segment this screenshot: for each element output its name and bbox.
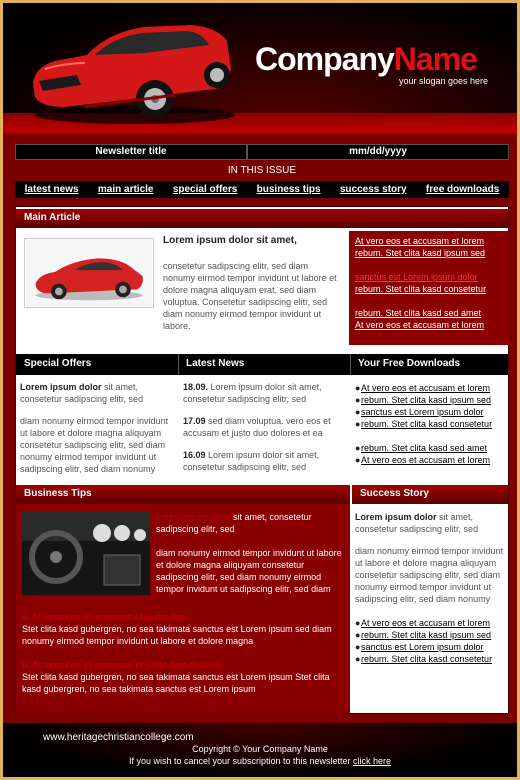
tip-2-title: b. At vero eos et accusam et justo duo dolores — [22, 660, 222, 670]
list-item: ●rebum. Stet clita kasd consetetur — [355, 419, 493, 429]
unsubscribe-link[interactable]: click here — [353, 756, 392, 766]
tip-1-title: a. At vero eos et accusam et justo duo — [22, 612, 186, 622]
list-item: ●sanctus est Lorem ipsum dolor — [355, 642, 484, 652]
success-story-section — [355, 511, 507, 665]
divider — [350, 354, 351, 375]
nav-free-downloads[interactable]: free downloads — [425, 184, 500, 195]
business-tips-body: diam nonumy eirmod tempor invidunt ut labore et dolore magna aliquyam consetetur sadipscing elitr, sed diam nonumy eirmod tempor invidunt ut sadipscing elitr, sed diam — [156, 548, 342, 594]
download-link-5[interactable]: rebum. Stet clita kasd sed amet — [361, 443, 488, 453]
list-item: ●sanctus est Lorem ipsum dolor — [355, 407, 484, 417]
content-panel — [15, 206, 509, 714]
success-story-links — [355, 617, 507, 665]
list-item: ●At vero eos et accusam et lorem — [355, 618, 491, 628]
divider — [178, 354, 179, 375]
news-item-2 — [183, 415, 345, 439]
news-text-3: Lorem ipsum dolor sit amet, consetetur sadipscing elitr, sed — [183, 450, 320, 472]
nav-success-story[interactable]: success story — [339, 184, 407, 195]
newsletter-date: mm/dd/yyyy — [247, 144, 509, 160]
success-story-body: diam nonumy eirmod tempor invidunt ut labore et dolore magna aliquyam consetetur sadipscing elitr, sed diam nonumy eirmod tempor invidunt ut sadipscing elitr, sed diam nonumy — [355, 546, 504, 604]
business-tips-heading: Business Tips — [16, 485, 350, 504]
list-item: ●rebum. Stet clita kasd sed amet — [355, 443, 488, 453]
business-tips-lead — [156, 511, 344, 535]
footer-website: www.heritagechristiancollege.com — [43, 732, 194, 743]
news-text-1: Lorem ipsum dolor sit amet, consetetur sadipscing elitr, sed — [183, 382, 322, 404]
download-link-6[interactable]: At vero eos et accusam et lorem — [361, 455, 491, 465]
news-date-2: 17.09 — [183, 416, 206, 426]
main-article-body: consetetur sadipscing elitr, sed diam nonumy eirmod tempor invidunt ut labore et dolore magna aliquyam erat, sed diam voluptua. Consetetur sadipscing elitr, sed diam nonumy eirmod tempor invidunt ut labore. — [163, 261, 337, 331]
footer-unsubscribe — [3, 756, 517, 766]
main-article-heading: Main Article — [16, 209, 508, 228]
business-tips-lead-rest: sit amet, consetetur sadipscing elitr, sed — [156, 512, 312, 534]
news-item-3 — [183, 449, 345, 473]
brand-name: Name — [393, 41, 477, 77]
list-item: ●rebum. Stet clita kasd consetetur — [355, 654, 493, 664]
nav-business-tips[interactable]: business tips — [256, 184, 321, 195]
story-link-2[interactable]: rebum. Stet clita kasd ipsum sed — [361, 630, 492, 640]
news-date-3: 16.09 — [183, 450, 206, 460]
special-offers-body: diam nonumy eirmod tempor invidunt ut labore et dolore magna aliquyam consetetur sadipscing elitr, sed diam nonumy eirmod tempor invidunt ut sadipscing elitr, sed diam nonumy — [20, 416, 169, 474]
list-item: ●rebum. Stet clita kasd ipsum sed — [355, 395, 492, 405]
special-offers-lead: Lorem ipsum dolor — [20, 382, 102, 392]
nav-main-article[interactable]: main article — [97, 184, 154, 195]
story-link-1[interactable]: At vero eos et accusam et lorem — [361, 618, 491, 628]
special-offers-section — [20, 381, 176, 475]
footer — [3, 723, 517, 780]
free-downloads-list — [355, 382, 509, 466]
red-sports-car-image — [25, 11, 235, 129]
news-item-1 — [183, 381, 345, 405]
row2-header-bar — [16, 354, 508, 375]
story-link-3[interactable]: sanctus est Lorem ipsum dolor — [361, 642, 484, 652]
latest-news-section — [183, 381, 345, 473]
news-date-1: 18.09. — [183, 382, 209, 392]
sidebar-link-3[interactable]: sanctus est Lorem ipsum dolor — [355, 272, 478, 282]
footer-copyright: Copyright © Your Company Name — [192, 744, 328, 754]
main-article-title: Lorem ipsum dolor sit amet, — [163, 235, 297, 246]
nav-special-offers[interactable]: special offers — [172, 184, 238, 195]
free-downloads-heading: Your Free Downloads — [358, 358, 461, 369]
news-text-2: sed diam voluptua. vero eos et accusam et justo duo dolores et ea — [183, 416, 331, 438]
brand-company: Company — [255, 41, 394, 77]
success-story-heading: Success Story — [352, 485, 508, 504]
header — [3, 3, 517, 133]
list-item: ●rebum. Stet clita kasd ipsum sed — [355, 630, 492, 640]
business-tips-section — [16, 485, 350, 713]
download-link-2[interactable]: rebum. Stet clita kasd ipsum sed — [361, 395, 492, 405]
car-photo — [24, 238, 154, 308]
list-item: ●At vero eos et accusam et lorem — [355, 455, 491, 465]
unsubscribe-text: If you wish to cancel your subscription to this newsletter — [128, 756, 354, 766]
list-item: ●At vero eos et accusam et lorem — [355, 383, 491, 393]
slogan: your slogan goes here — [399, 76, 489, 86]
tip-2-body: Stet clita kasd gubergren, no sea takimata sanctus est Lorem ipsum Stet clita kasd gubergren, no sea takimata sanctus est Lorem ipsum — [22, 672, 330, 694]
download-link-4[interactable]: rebum. Stet clita kasd consetetur — [361, 419, 493, 429]
issue-nav — [15, 181, 509, 198]
brand-wordmark — [255, 41, 477, 78]
sidebar-link-4[interactable]: rebum. Stet clita kasd consetetur — [355, 284, 487, 294]
newsletter-title: Newsletter title — [15, 144, 247, 160]
in-this-issue-label: IN THIS ISSUE — [227, 165, 297, 176]
sidebar-link-1[interactable]: At vero eos et accusam et lorem — [355, 236, 485, 246]
business-tips-lead-red: Lorem ipsum dolor — [156, 512, 231, 522]
latest-news-heading: Latest News — [186, 358, 245, 369]
sidebar-link-6[interactable]: At vero eos et accusam et lorem — [355, 320, 485, 330]
success-story-lead: Lorem ipsum dolor — [355, 512, 437, 522]
special-offers-heading: Special Offers — [24, 358, 92, 369]
download-link-1[interactable]: At vero eos et accusam et lorem — [361, 383, 491, 393]
story-link-4[interactable]: rebum. Stet clita kasd consetetur — [361, 654, 493, 664]
success-story-lead-rest: sit amet, consetetur sadipscing elitr, sed — [355, 512, 479, 534]
main-article-sidebar — [349, 231, 509, 345]
nav-latest-news[interactable]: latest news — [24, 184, 79, 195]
download-link-3[interactable]: sanctus est Lorem ipsum dolor — [361, 407, 484, 417]
special-offers-lead-rest: sit amet, consetetur sadipscing elitr, sed — [20, 382, 144, 404]
tip-1-body: Stet clita kasd gubergren, no sea takimata sanctus est Lorem ipsum sed diam nonumy eirmod tempor invidunt ut labore et dolore magna — [22, 624, 332, 646]
car-interior-photo — [22, 511, 150, 595]
sidebar-link-5[interactable]: rebum. Stet clita kasd sed amet — [355, 308, 482, 318]
sidebar-link-2[interactable]: rebum. Stet clita kasd ipsum sed — [355, 248, 486, 258]
